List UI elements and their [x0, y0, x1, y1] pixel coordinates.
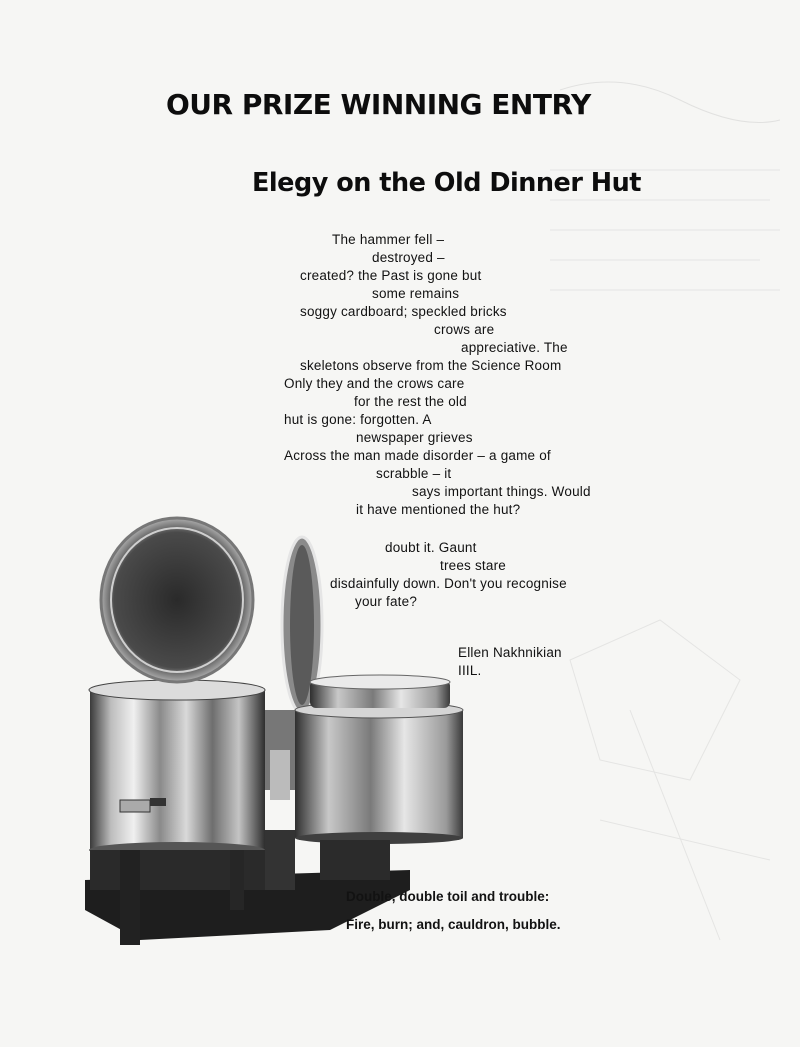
poem-line: your fate? [355, 594, 418, 609]
poem-line: The hammer fell – [332, 232, 445, 247]
poem-line: some remains [372, 286, 460, 301]
poem-title: Elegy on the Old Dinner Hut [252, 168, 641, 198]
poem-line: created? the Past is gone but [300, 268, 482, 283]
poem-line: newspaper grieves [356, 430, 473, 445]
poem-line: for the rest the old [354, 394, 467, 409]
poem-line: it have mentioned the hut? [356, 502, 521, 517]
poem-line: trees stare [440, 558, 506, 573]
poem-line: appreciative. The [461, 340, 568, 355]
poem-line: says important things. Would [412, 484, 591, 499]
poem-line: skeletons observe from the Science Room [300, 358, 562, 373]
poem-line: destroyed – [372, 250, 445, 265]
quote-line-1: Double, double toil and trouble: [346, 889, 550, 904]
poem-line: soggy cardboard; speckled bricks [300, 304, 507, 319]
poem-author: Ellen Nakhnikian [458, 645, 562, 660]
show-through-marks [540, 60, 800, 1040]
poem-author-form: IIIL. [458, 663, 482, 678]
poem-line: Only they and the crows care [284, 376, 465, 391]
poem-line: hut is gone: forgotten. A [284, 412, 432, 427]
poem-line: disdainfully down. Don't you recognise [330, 576, 567, 591]
poem-line: scrabble – it [376, 466, 452, 481]
page-title: OUR PRIZE WINNING ENTRY [166, 88, 591, 121]
poem-line: crows are [434, 322, 495, 337]
quote-line-2: Fire, burn; and, cauldron, bubble. [346, 917, 561, 932]
cauldrons-photo [80, 510, 470, 950]
poem-line: Across the man made disorder – a game of [284, 448, 551, 463]
poem-line: doubt it. Gaunt [385, 540, 477, 555]
